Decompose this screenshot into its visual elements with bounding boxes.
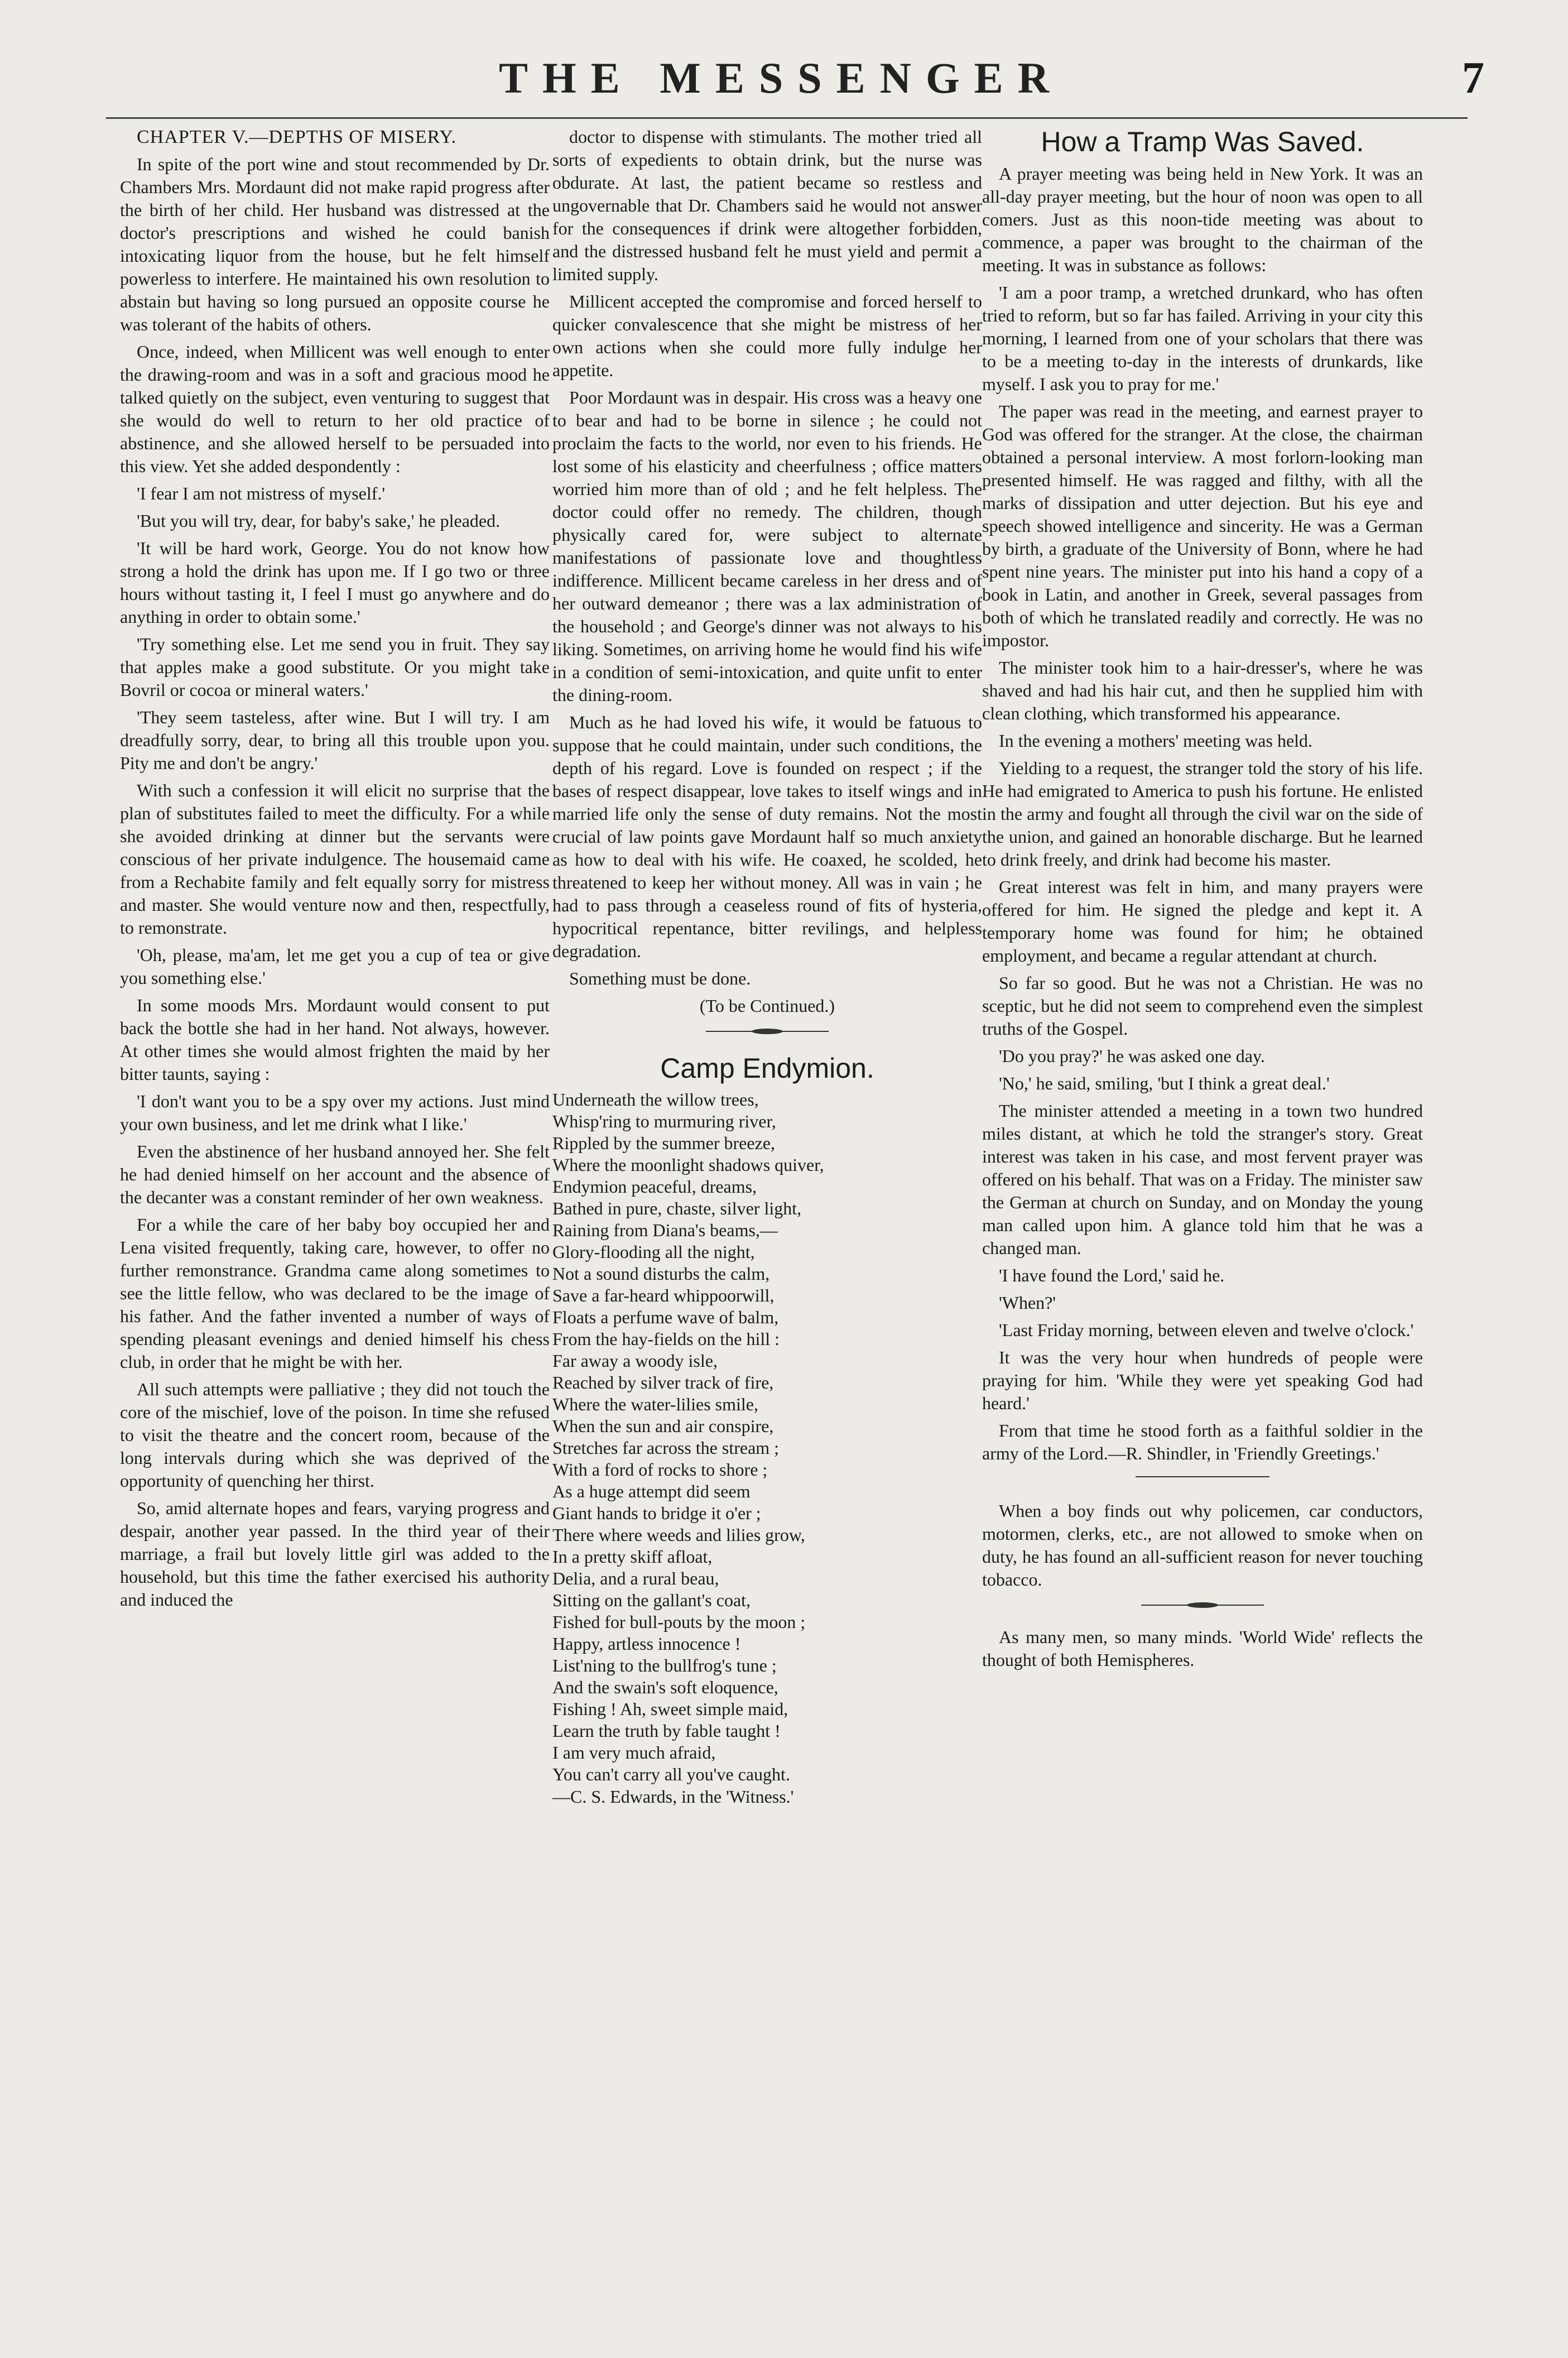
poem-line: There where weeds and lilies grow, <box>552 1525 805 1545</box>
article-paragraph: So far so good. But he was not a Christian. He was no sceptic, but he did not seem to comprehend even the simplest truths of the Gospel. <box>982 973 1423 1039</box>
story-paragraph: For a while the care of her baby boy occupied her and Lena visited frequently, taking care, however, to offer no further remonstrance. Grandma came along sometimes to see the little fellow, who was declared to be the image of his father. And the father invented a number of ways of spending pleasant evenings and denied himself his chess club, in order that he might be with her. <box>120 1214 550 1372</box>
poem-line: Giant hands to bridge it o'er ; <box>552 1503 761 1523</box>
poem-line: And the swain's soft eloquence, <box>552 1677 778 1697</box>
poem-line: Floats a perfume wave of balm, <box>552 1307 779 1327</box>
story-paragraph: 'But you will try, dear, for baby's sake,' he pleaded. <box>137 511 501 531</box>
poem-line: Reached by silver track of fire, <box>552 1372 774 1392</box>
poem-line: When the sun and air conspire, <box>552 1416 774 1436</box>
story-paragraph: Once, indeed, when Millicent was well enough to enter the drawing-room and was in a soft and gracious mood he talked quietly on the subject, even venturing to suggest that she would do well to return to her old practice of abstinence, and she allowed herself to be persuaded into this view. Yet she added despondently : <box>120 342 550 476</box>
poem-line: Delia, and a rural beau, <box>552 1568 719 1588</box>
poem-line: List'ning to the bullfrog's tune ; <box>552 1655 777 1675</box>
article-paragraph: A prayer meeting was being held in New York. It was an all-day prayer meeting, but the hour of noon was open to all comers. Just as this noon-tide meeting was about to commence, a paper was brought to the chairman of the meeting. It was in substance as follows: <box>982 164 1423 275</box>
poem-line: As a huge attempt did seem <box>552 1481 751 1501</box>
article-paragraph: 'When?' <box>999 1293 1056 1313</box>
masthead-title: THE MESSENGER <box>498 54 1064 102</box>
poem-line: I am very much afraid, <box>552 1742 716 1763</box>
separator-ornament <box>982 1601 1423 1618</box>
poem-line: Happy, artless innocence ! <box>552 1634 741 1654</box>
chapter-heading: CHAPTER V.—DEPTHS OF MISERY. <box>137 127 457 147</box>
story-paragraph: doctor to dispense with stimulants. The mother tried all sorts of expedients to obtain drink, but the nurse was obdurate. At last, the patient became so restless and ungovernable that Dr. Chambers said he would not answer for the consequences if drink were altogether forbidden, and the distressed husband felt he must yield and permit a limited supply. <box>552 127 982 284</box>
poem-line: Stretches far across the stream ; <box>552 1438 780 1458</box>
poem-line: Bathed in pure, chaste, silver light, <box>552 1198 802 1218</box>
poem-line: Whisp'ring to murmuring river, <box>552 1111 776 1131</box>
story-paragraph: Even the abstinence of her husband annoyed her. She felt he had denied himself on her account and the absence of the decanter was a constant reminder of her own weakness. <box>120 1141 550 1207</box>
story-paragraph: 'It will be hard work, George. You do not know how strong a hold the drink has upon me. If I go two or three hours without tasting it, I feel I must go anywhere and do anything in order to obtain some.' <box>120 538 550 627</box>
article-paragraph: It was the very hour when hundreds of people were praying for him. 'While they were yet speaking God had heard.' <box>982 1347 1423 1413</box>
column-3 <box>982 126 1423 1676</box>
article-paragraph: From that time he stood forth as a faithful soldier in the army of the Lord.—R. Shindler, in 'Friendly Greetings.' <box>982 1420 1423 1463</box>
poem-line: Not a sound disturbs the calm, <box>552 1264 770 1284</box>
poem-line: From the hay-fields on the hill : <box>552 1329 780 1349</box>
article-paragraph: Yielding to a request, the stranger told the story of his life. He had emigrated to America to push his fortune. He enlisted in the army and fought all through the civil war on the side of the union, and gained an honorable discharge. But he learned to drink freely, and drink had become his master. <box>982 758 1423 870</box>
article-paragraph: The minister took him to a hair-dresser's, where he was shaved and had his hair cut, and then he supplied him with clean clothing, which transformed his appearance. <box>982 657 1423 723</box>
story-paragraph: 'They seem tasteless, after wine. But I will try. I am dreadfully sorry, dear, to bring all this trouble upon you. Pity me and don't be angry.' <box>120 707 550 773</box>
poem-line: Where the moonlight shadows quiver, <box>552 1155 824 1175</box>
poem <box>552 1089 982 1808</box>
story-paragraph: With such a confession it will elicit no surprise that the plan of substitutes failed to meet the difficulty. For a while she avoided drinking at dinner but the servants were conscious of her private indulgence. The housemaid came from a Rechabite family and felt equally sorry for mistress and master. She would venture now and then, respectfully, to remonstrate. <box>120 780 550 938</box>
article-title: How a Tramp Was Saved. <box>1041 126 1364 157</box>
poem-line: Underneath the willow trees, <box>552 1089 759 1110</box>
article-paragraph: 'No,' he said, smiling, 'but I think a great deal.' <box>999 1073 1330 1093</box>
article-paragraph: 'I have found the Lord,' said he. <box>999 1265 1225 1285</box>
page-number: 7 <box>1462 54 1484 103</box>
story-paragraph: 'I don't want you to be a spy over my actions. Just mind your own business, and let me drink what I like.' <box>120 1091 550 1134</box>
poem-line: You can't carry all you've caught. <box>552 1764 790 1784</box>
poem-line: Learn the truth by fable taught ! <box>552 1721 781 1741</box>
poem-line: Raining from Diana's beams,— <box>552 1220 778 1240</box>
article-paragraph: In the evening a mothers' meeting was held. <box>999 731 1313 751</box>
column-1 <box>120 126 550 1616</box>
story-paragraph: 'Try something else. Let me send you in fruit. They say that apples make a good substitute. Or you might take Bovril or cocoa or mineral waters.' <box>120 634 550 700</box>
article-paragraph: The paper was read in the meeting, and earnest prayer to God was offered for the stranger. At the close, the chairman obtained a personal interview. A most forlorn-looking man presented himself. He was ragged and filthy, with all the marks of dissipation and utter dejection. But his eye and speech showed intelligence and sincerity. He was a German by birth, a graduate of the University of Bonn, where he had spent nine years. The minister put into his hand a copy of a book in Latin, and another in Greek, several passages from both of which he translated readily and correctly. He was no impostor. <box>982 401 1423 650</box>
masthead-rule <box>106 117 1468 119</box>
story-paragraph: So, amid alternate hopes and fears, varying progress and despair, another year passed. In the third year of their marriage, a frail but lovely little girl was added to the household, but this time the father exercised his authority and induced the <box>120 1498 550 1610</box>
poem-line: Save a far-heard whippoorwill, <box>552 1285 775 1305</box>
story-paragraph: Millicent accepted the compromise and forced herself to quicker convalescence that she might be mistress of her own actions when she could more fully indulge her appetite. <box>552 291 982 380</box>
to-be-continued: (To be Continued.) <box>699 996 835 1016</box>
article-paragraph: The minister attended a meeting in a town two hundred miles distant, at which he told the stranger's story. Great interest was taken in his case, and most fervent prayer was offered on his behalf. That was on a Friday. The minister saw the German at church on Sunday, and on Monday the young man called upon him. A glance told him that he was a changed man. <box>982 1101 1423 1258</box>
poem-line: Endymion peaceful, dreams, <box>552 1176 757 1197</box>
story-paragraph: 'I fear I am not mistress of myself.' <box>137 483 386 503</box>
story-paragraph: In some moods Mrs. Mordaunt would consent to put back the bottle she had in her hand. Not always, however. At other times she would almost frighten the maid by her bitter taunts, saying : <box>120 995 550 1084</box>
poem-line: In a pretty skiff afloat, <box>552 1547 713 1567</box>
article-paragraph: 'Last Friday morning, between eleven and twelve o'clock.' <box>999 1320 1414 1340</box>
story-paragraph: 'Oh, please, ma'am, let me get you a cup of tea or give you something else.' <box>120 945 550 988</box>
story-paragraph: Poor Mordaunt was in despair. His cross was a heavy one to bear and had to be borne in silence ; he could not proclaim the facts to the world, nor even to his friends. He lost some of his elasticity and cheerfulness ; office matters worried him more than of old ; and he felt helpless. The doctor could offer no remedy. The children, though physically cared for, were subject to alternate manifestations of passionate love and thoughtless indifference. Millicent became careless in her dress and of her outward demeanor ; there was a lax administration of the household ; and George's dinner was not always to his liking. Sometimes, on arriving home he would find his wife in a condition of semi-intoxication, and quite unfit to enter the dining-room. <box>552 387 982 705</box>
poem-line: Fishing ! Ah, sweet simple maid, <box>552 1699 788 1719</box>
filler-paragraph: When a boy finds out why policemen, car conductors, motormen, clerks, etc., are not allowed to smoke when on duty, he has found an all-sufficient reason for never touching tobacco. <box>982 1501 1423 1589</box>
filler-paragraph: As many men, so many minds. 'World Wide' reflects the thought of both Hemispheres. <box>982 1627 1423 1670</box>
article-paragraph: 'Do you pray?' he was asked one day. <box>999 1046 1265 1066</box>
poem-line: Far away a woody isle, <box>552 1351 718 1371</box>
poem-line: Sitting on the gallant's coat, <box>552 1590 751 1610</box>
article-paragraph: Great interest was felt in him, and many prayers were offered for him. He signed the pledge and kept it. A temporary home was found for him; he obtained employment, and became a regular attendant at church. <box>982 877 1423 966</box>
poem-line: Glory-flooding all the night, <box>552 1242 755 1262</box>
poem-line: With a ford of rocks to shore ; <box>552 1459 768 1480</box>
column-2 <box>552 126 982 1808</box>
poem-line: Rippled by the summer breeze, <box>552 1133 775 1153</box>
story-paragraph: All such attempts were palliative ; they did not touch the core of the mischief, love of the poison. In time she refused to visit the theatre and the concert room, because of the long intervals during which she was deprived of the opportunity of quenching her thirst. <box>120 1379 550 1491</box>
poem-line: Fished for bull-pouts by the moon ; <box>552 1612 806 1632</box>
story-paragraph: Much as he had loved his wife, it would be fatuous to suppose that he could maintain, under such conditions, the depth of his regard. Love is founded on respect ; if the bases of respect disappear, love takes to itself wings and in married life only the sense of duty remains. Not the most crucial of law points gave Mordaunt half so much anxiety as how to deal with his wife. He coaxed, he scolded, he threatened to keep her without money. All was in vain ; he had to pass through a ceaseless round of fits of hysteria, hypocritical repentance, bitter revilings, and helpless degradation. <box>552 712 982 961</box>
separator-rule <box>982 1475 1423 1492</box>
poem-title: Camp Endymion. <box>660 1053 874 1084</box>
separator-ornament <box>552 1027 982 1044</box>
story-paragraph: Something must be done. <box>569 968 751 988</box>
poem-line: Where the water-lilies smile, <box>552 1394 758 1414</box>
article-paragraph: 'I am a poor tramp, a wretched drunkard, who has often tried to reform, but so far has failed. Arriving in your city this morning, I learned from one of your scholars that there was to be a meeting to-day in the interests of drunkards, like myself. I ask you to pray for me.' <box>982 282 1423 394</box>
poem-attribution: —C. S. Edwards, in the 'Witness.' <box>552 1786 794 1807</box>
story-paragraph: In spite of the port wine and stout recommended by Dr. Chambers Mrs. Mordaunt did not make rapid progress after the birth of her child. Her husband was distressed at the doctor's prescriptions and wished he could banish intoxicating liquor from the house, but he felt himself powerless to interfere. He maintained his own resolution to abstain but having so long pursued an opposite course he was tolerant of the habits of others. <box>120 154 550 334</box>
masthead <box>73 53 1490 112</box>
